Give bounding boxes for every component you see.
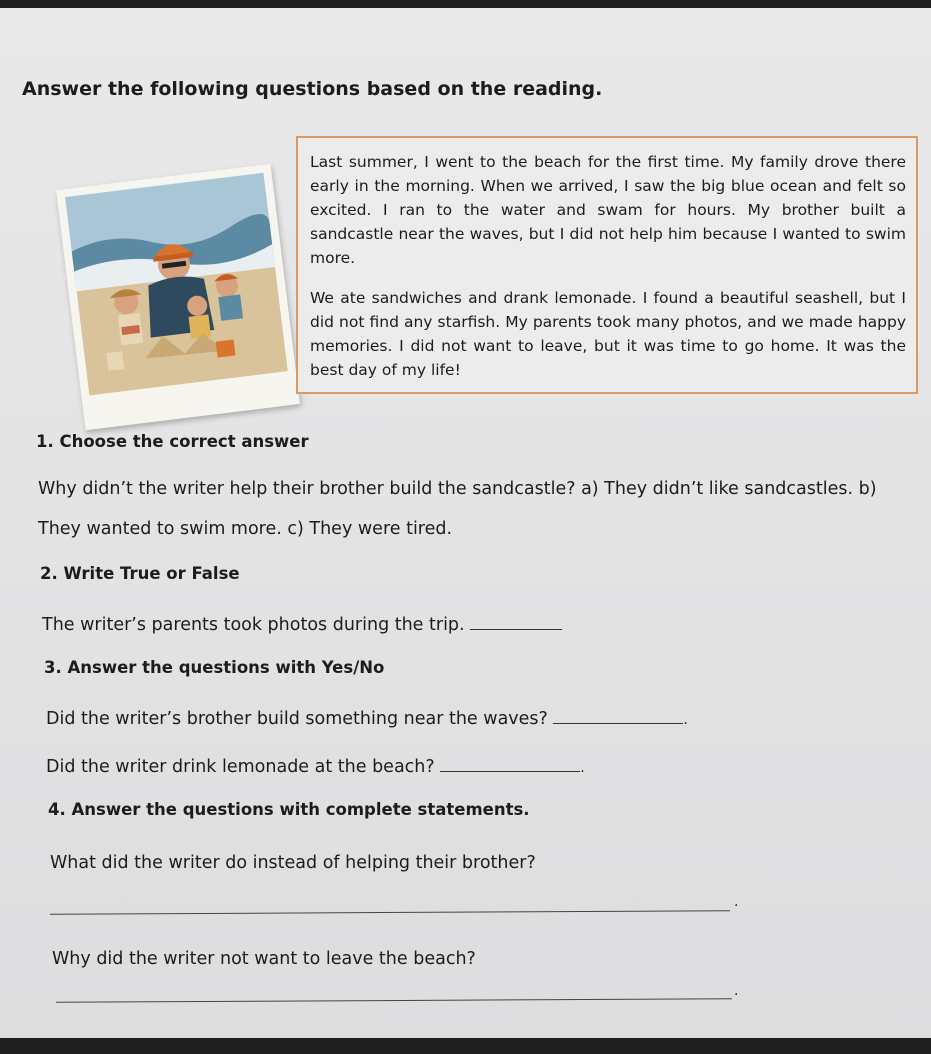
beach-family-illustration-icon [65,173,288,396]
period: . [734,983,739,999]
section-4-heading: 4. Answer the questions with complete statements. [48,800,530,819]
page-title: Answer the following questions based on the reading. [22,78,603,100]
section-3-question-2 [46,748,585,787]
section-4-question-2: Why did the writer not want to leave the beach? [52,949,476,969]
reading-paragraph-1: Last summer, I went to the beach for the first time. My family drove there early in the morning. When we arrived, I saw the big blue ocean and felt so excited. I ran to the water and swam for hours. My brother built a sandcastle near the waves, but I did not help him because I wanted to swim more. [310,153,906,267]
section-3-heading: 3. Answer the questions with Yes/No [44,658,385,677]
reading-paragraph-2: We ate sandwiches and drank lemonade. I found a beautiful seashell, but I did not find any starfish. My parents took many photos, and we made happy memories. I did not want to leave, but it was time to go home. It was the best day of my life! [310,289,906,379]
section-4-question-1: What did the writer do instead of helping their brother? [50,853,536,873]
period: . [683,712,688,728]
section-2-statement [42,606,562,644]
worksheet-page [0,8,931,1038]
section-1-question-line-2: They wanted to swim more. c) They were tired. [38,519,453,539]
section-2-heading: 2. Write True or False [40,564,240,583]
section-1-question-line-1: Why didn’t the writer help their brother build the sandcastle? a) They didn’t like sandcastles. b) [38,479,877,499]
section-3-question-1-text: Did the writer’s brother build something near the waves? [46,709,548,729]
complete-answer-line-2[interactable] [56,998,732,1003]
section-1-heading: 1. Choose the correct answer [36,432,309,451]
section-3-question-1 [46,700,688,739]
beach-family-photo [56,164,300,431]
period: . [580,760,585,776]
period: . [734,894,739,910]
yes-no-answer-blank-1[interactable] [553,705,683,724]
section-2-statement-text: The writer’s parents took photos during the trip. [42,615,465,635]
yes-no-answer-blank-2[interactable] [440,753,580,772]
complete-answer-line-1[interactable] [50,910,730,915]
true-false-answer-blank[interactable] [470,611,562,630]
section-3-question-2-text: Did the writer drink lemonade at the beach? [46,757,435,777]
reading-passage-box [296,136,918,394]
